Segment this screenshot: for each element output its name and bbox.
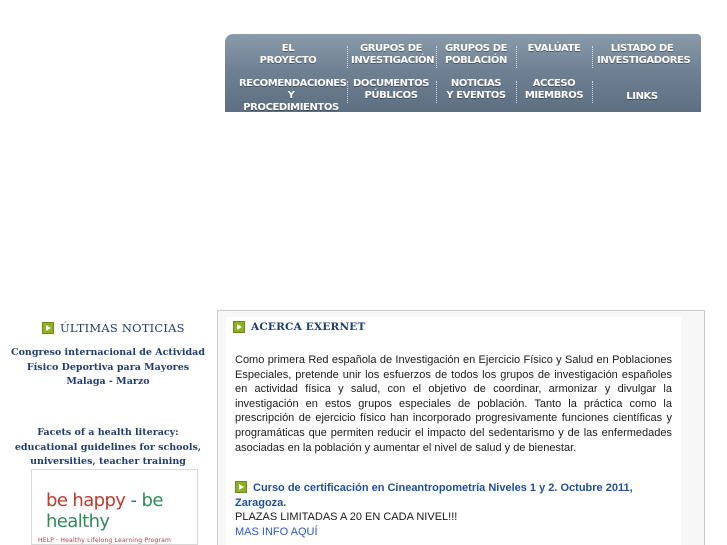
nav-item-evaluate[interactable]: EVALÚATE xyxy=(527,43,581,54)
nav-item-documentos-publicos[interactable]: DOCUMENTOS PÚBLICOS xyxy=(353,78,429,101)
nav-separator xyxy=(436,81,437,103)
nav-item-grupos-investigacion[interactable]: GRUPOS DE INVESTIGACIÓN xyxy=(351,43,435,66)
nav-item-noticias-eventos[interactable]: NOTICIAS Y EVENTOS xyxy=(446,78,506,101)
main-nav xyxy=(225,34,701,112)
arrow-right-icon xyxy=(233,321,245,333)
main-heading-label: ACERCA EXERNET xyxy=(251,321,366,333)
nav-separator xyxy=(347,46,348,68)
sidebar-heading xyxy=(42,321,185,335)
banner-slogan xyxy=(46,490,197,532)
nav-separator xyxy=(592,81,593,103)
main-heading xyxy=(233,321,366,333)
banner-slogan-part1: be happy xyxy=(46,490,126,511)
nav-separator xyxy=(592,46,593,68)
nav-separator xyxy=(516,81,517,103)
nav-item-el-proyecto[interactable]: EL PROYECTO xyxy=(259,43,317,66)
nav-item-acceso-miembros[interactable]: ACCESO MIEMBROS xyxy=(524,78,584,101)
nav-item-grupos-poblacion[interactable]: GRUPOS DE POBLACIÓN xyxy=(444,43,508,66)
main-heading-row xyxy=(233,321,366,333)
course-announcement xyxy=(235,481,675,539)
course-title-link[interactable]: Curso de certificación en Cineantropometría Niveles 1 y 2. Octubre 2011, Zaragoza. xyxy=(235,482,633,509)
be-happy-banner[interactable] xyxy=(31,469,198,545)
news-item-facets[interactable]: Facets of a health literacy: educational guidelines for schools, universities, teacher training xyxy=(14,427,202,467)
nav-separator xyxy=(436,46,437,68)
nav-item-listado-investigadores[interactable]: LISTADO DE INVESTIGADORES xyxy=(597,43,691,66)
nav-separator xyxy=(347,81,348,103)
intro-paragraph: Como primera Red española de Investigación en Ejercicio Físico y Salud en Poblaciones Especiales, pretende unir los esfuerzos de todos los grupos de investigación españoles en actividad física y salud, con el objetivo de coordinar, armonizar y divulgar la investigación en estos grupos especiales de población. Tanto la práctica como la prescripción de ejercicio físico han incorporado progresivamente funciones científicas y programáticas que permiten reducir el impacto del sedentarismo y de las enfermedades asociadas en la población y aumentar el nivel de salud y de bienestar. xyxy=(235,354,672,454)
sidebar-heading-label: ÚLTIMAS NOTICIAS xyxy=(60,321,185,335)
banner-slogan-part2: be healthy xyxy=(46,490,163,532)
nav-item-links[interactable]: LINKS xyxy=(626,91,658,102)
nav-separator xyxy=(516,46,517,68)
news-item-congreso[interactable]: Congreso internacional de Actividad Físico Deportiva para Mayores Malaga - Marzo xyxy=(11,347,205,387)
more-info-link[interactable]: MAS INFO AQUÍ xyxy=(235,525,318,538)
nav-item-recomendaciones[interactable]: RECOMENDACIONES Y PROCEDIMIENTOS xyxy=(239,78,347,113)
arrow-right-icon xyxy=(235,481,247,493)
arrow-right-icon xyxy=(42,322,54,334)
course-plazas: PLAZAS LIMITADAS A 20 EN CADA NIVEL!!! xyxy=(235,511,458,524)
banner-caption: HELP · Healthy Lifelong Learning Program xyxy=(38,537,172,544)
banner-slogan-dash: - xyxy=(125,490,142,511)
